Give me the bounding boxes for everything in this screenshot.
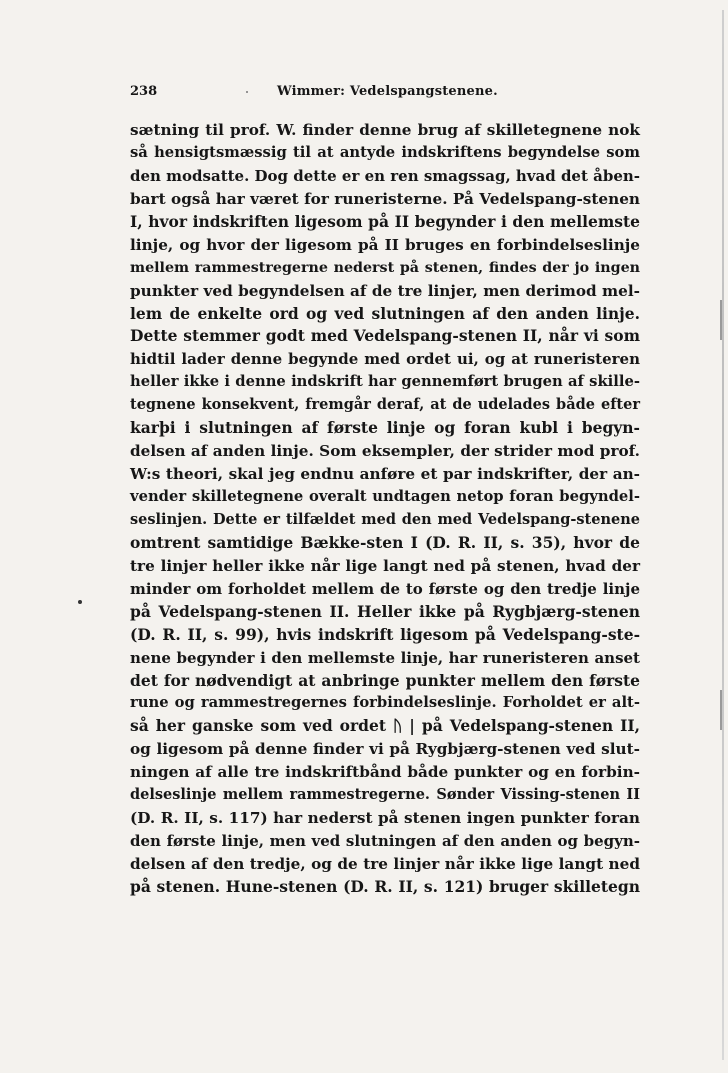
text-line: delsen af den tredje, og de tre linjer når ikke lige langt ned	[130, 855, 640, 873]
text-line: karþi i slutningen af første linje og foran kubl i begyn-	[130, 418, 640, 438]
page-edge	[722, 10, 724, 1060]
text-line: Dette stemmer godt med Vedelspang-stenen II, når vi som	[130, 326, 640, 346]
text-line: nene begynder i den mellemste linje, har runeristeren anset	[130, 648, 640, 667]
margin-dot	[78, 600, 82, 604]
text-line: delsen af anden linje. Som eksempler, der strider mod prof.	[130, 442, 640, 461]
text-line: (D. R. II, s. 117) har nederst på stenen ingen punkter foran	[130, 809, 640, 828]
text-line: lem de enkelte ord og ved slutningen af den anden linje.	[130, 303, 640, 323]
page-edge-mark	[720, 690, 722, 730]
text-line: punkter ved begyndelsen af de tre linjer, men derimod mel-	[130, 281, 640, 300]
text-line: og ligesom på denne finder vi på Rygbjærg-stenen ved slut-	[130, 740, 640, 759]
text-line: rune og rammestregernes forbindelseslinje. Forholdet er alt-	[130, 694, 640, 712]
text-line: omtrent samtidige Bække-sten I (D. R. II, s. 35), hvor de	[130, 532, 640, 552]
text-line: på stenen. Hune-stenen (D. R. II, s. 121) bruger skilletegn	[130, 876, 640, 896]
text-line: den modsatte. Dog dette er en ren smagssag, hvad det åben-	[130, 166, 641, 185]
page-header	[130, 84, 640, 108]
text-line: sætning til prof. W. finder denne brug af skilletegnene nok	[130, 121, 640, 139]
text-line: så her ganske som ved ordet ᚢ | på Vedelspang-stenen II,	[130, 716, 640, 736]
text-line: mellem rammestregerne nederst på stenen, findes der jo ingen	[130, 259, 640, 276]
text-line: W:s theori, skal jeg endnu anføre et par indskrifter, der an-	[130, 465, 640, 484]
text-line: heller ikke i denne indskrift har gennemført brugen af skille-	[130, 373, 640, 391]
text-line: det for nødvendigt at anbringe punkter mellem den første	[130, 670, 640, 690]
text-line: (D. R. II, s. 99), hvis indskrift ligesom på Vedelspang-ste-	[130, 624, 640, 644]
page-edge-mark	[720, 300, 722, 340]
text-line: seslinjen. Dette er tilfældet med den med Vedelspang-stenene	[130, 510, 640, 528]
text-line: delseslinje mellem rammestregerne. Sønder Vissing-stenen II	[130, 786, 640, 804]
text-line: så hensigtsmæssig til at antyde indskriftens begyndelse som	[130, 143, 640, 161]
text-line: vender skilletegnene overalt undtagen netop foran begyndel-	[130, 488, 640, 505]
page-number: 238	[130, 84, 158, 99]
body-text	[130, 119, 640, 899]
text-line: ningen af alle tre indskriftbånd både punkter og en forbin-	[130, 763, 640, 782]
text-line: minder om forholdet mellem de to første og den tredje linje	[130, 579, 640, 598]
text-line: hidtil lader denne begynde med ordet ui, og at runeristeren	[130, 350, 640, 369]
text-line: på Vedelspang-stenen II. Heller ikke på Rygbjærg-stenen	[130, 601, 640, 621]
text-line: linje, og hvor der ligesom på II bruges en forbindelseslinje	[130, 235, 640, 254]
text-line: tre linjer heller ikke når lige langt ned på stenen, hvad der	[130, 556, 640, 575]
text-line: den første linje, men ved slutningen af den anden og begyn-	[130, 832, 640, 851]
text-line: I, hvor indskriften ligesom på II begynder i den mellemste	[130, 211, 640, 231]
text-line: bart også har været for runeristerne. På Vedelspang-stenen	[130, 189, 640, 208]
text-line: tegnene konsekvent, fremgår deraf, at de udelades både efter	[130, 396, 640, 414]
running-title: Wimmer: Vedelspangstenene.	[277, 84, 498, 99]
